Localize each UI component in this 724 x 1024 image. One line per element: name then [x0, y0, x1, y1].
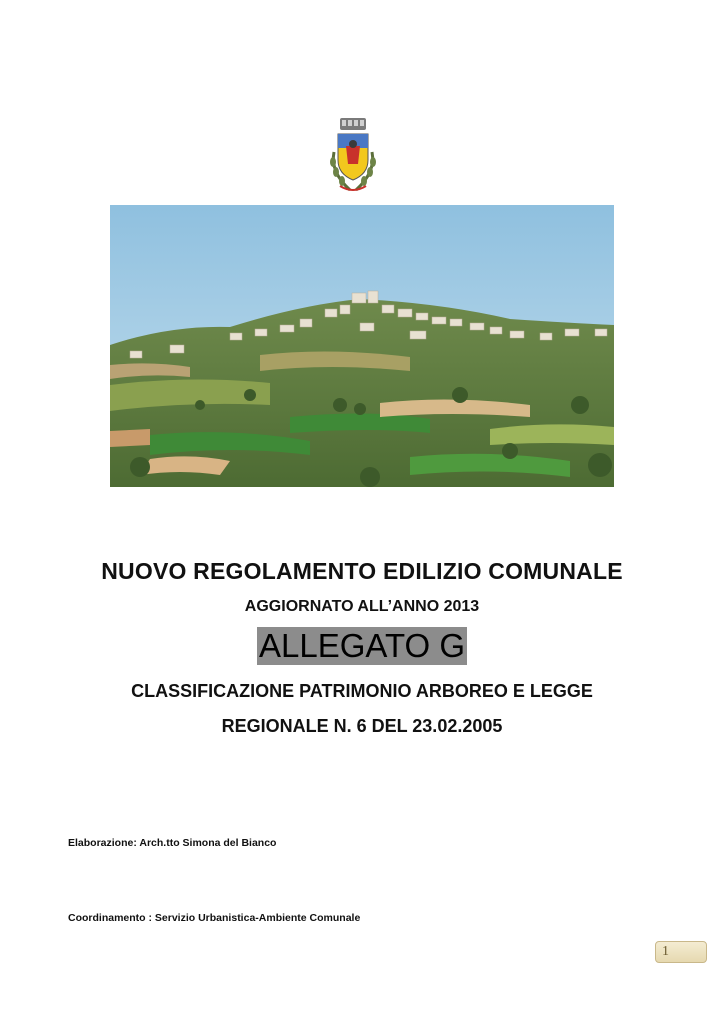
document-subtitle: AGGIORNATO ALL’ANNO 2013 — [244, 598, 480, 615]
page-number-badge — [655, 941, 707, 963]
heading-line-2: REGIONALE N. 6 DEL 23.02.2005 — [221, 716, 503, 736]
page-number: 1 — [662, 944, 669, 959]
heading-line-1: CLASSIFICAZIONE PATRIMONIO ARBOREO E LEGGE — [131, 681, 593, 701]
credit-coordination: Coordinamento : Servizio Urbanistica-Ambiente Comunale — [68, 912, 361, 924]
coat-of-arms-icon — [320, 116, 386, 198]
landscape-photo — [110, 205, 614, 487]
credit-elaboration: Elaborazione: Arch.tto Simona del Bianco — [68, 837, 277, 849]
document-title: NUOVO REGOLAMENTO EDILIZIO COMUNALE — [101, 558, 623, 584]
annex-container — [0, 627, 724, 665]
annex-label: ALLEGATO G — [258, 627, 466, 664]
